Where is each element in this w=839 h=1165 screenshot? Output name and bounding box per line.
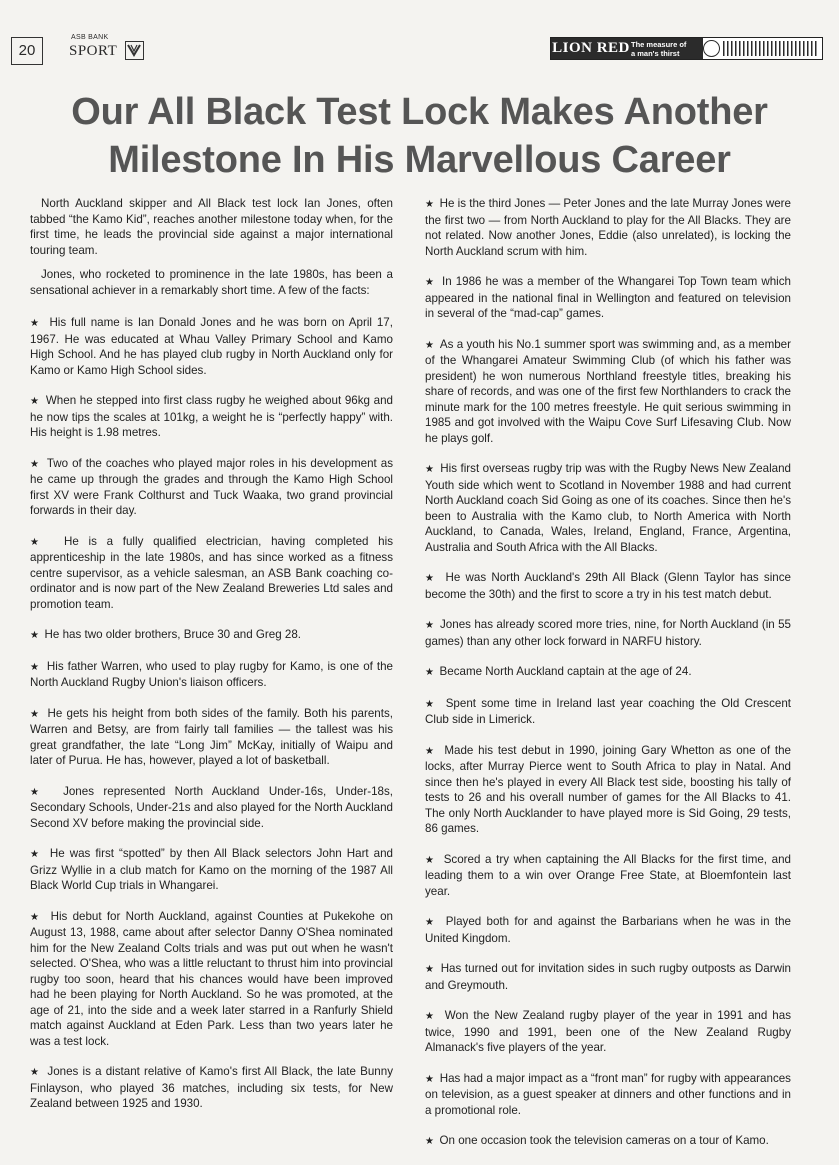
headline-line-1: Our All Black Test Lock Makes Another [71, 91, 768, 133]
fact-item: ★ Played both for and against the Barbarians when he was in the United Kingdom. [425, 914, 791, 946]
fact-item: ★ Made his test debut in 1990, joining Gary Whetton as one of the locks, after Murray Pierce went to South Africa to play in Natal. And since then he's played in every All Black test side, boosting his tally of tests to 26 and his overall number of games for the All Blacks to 41. The only North Aucklander to have played more is Sid Going, 29 tests, 86 games. [425, 743, 791, 837]
fact-item: ★ Has turned out for invitation sides in such rugby outposts as Darwin and Greymouth. [425, 961, 791, 993]
fact-item: ★ His first overseas rugby trip was with the Rugby News New Zealand Youth side which went to Scotland in November 1988 and had current North Auckland coach Sid Going as one of its coaches. Since then he's been to Australia with the Kamo club, to North America with North Auckland, to Canada, Wales, Ireland, England, France, Argentina, Australia and South Africa with the All Blacks. [425, 461, 791, 555]
fact-item: ★ Two of the coaches who played major roles in his development as he came up through the grades and through the Kamo High School first XV were Frank Colthurst and Tuck Waaka, two grand provincial forwards in their day. [30, 456, 393, 519]
sponsor-sport-label: SPORT [69, 43, 118, 59]
fact-item: ★ His debut for North Auckland, against Counties at Pukekohe on August 13, 1988, came about after selector Danny O'Shea nominated him for the New Zealand Colts trials and was put out when he wasn't selected. O'Shea, who was a little reluctant to thrust him into provincial rugby too soon, heard that his chances would have been improved had he been playing for North Auckland. So he was promoted, at the age of 21, into the side and a week later starred in a Ranfurly Shield match against Auckland at Eden Park. Less than two years later he was a test lock. [30, 909, 393, 1050]
fact-item: ★ In 1986 he was a member of the Whangarei Top Town team which appeared in the national final in Wellington and featured on television in several of the “mad-cap” games. [425, 274, 791, 322]
article-headline [0, 88, 839, 184]
fact-item: ★ He was North Auckland's 29th All Black (Glenn Taylor has since become the 30th) and the first to score a try in his test match debut. [425, 570, 791, 602]
fact-item: ★ He was first “spotted” by then All Black selectors John Hart and Grizz Wyllie in a club match for Kamo on the morning of the 1987 All Black World Cup trials in Whangarei. [30, 846, 393, 894]
ad-circle-icon [703, 40, 720, 57]
fact-item: ★ When he stepped into first class rugby he weighed about 96kg and he now tips the scales at 101kg, a weight he is “perfectly happy” with. His height is 1.98 metres. [30, 393, 393, 441]
ad-tagline-line2: a man's thirst [631, 48, 680, 58]
ad-tagline-line1: The measure of [631, 39, 687, 49]
fact-item: ★ His father Warren, who used to play rugby for Kamo, is one of the North Auckland Rugby Union's liaison officers. [30, 659, 393, 691]
fact-item: ★ Scored a try when captaining the All Blacks for the first time, and leading them to a win over Orange Free State, at Bloemfontein last year. [425, 852, 791, 900]
fact-item: ★ Jones has already scored more tries, nine, for North Auckland (in 55 games) than any other lock forward in NARFU history. [425, 617, 791, 649]
article-column-right [425, 196, 791, 1165]
page-header [11, 32, 823, 66]
fact-item: ★ Jones is a distant relative of Kamo's first All Black, the late Bunny Finlayson, who played 36 matches, including six tests, for New Zealand between 1925 and 1930. [30, 1064, 393, 1112]
ad-barcode-stripes [723, 41, 819, 56]
sponsor-bank-name: ASB BANK [71, 34, 109, 41]
intro-paragraph: Jones, who rocketed to prominence in the late 1980s, has been a sensational achiever in a remarkably short time. A few of the facts: [30, 268, 393, 297]
page-number: 20 [11, 37, 43, 65]
fact-item: ★ He is a fully qualified electrician, having completed his apprenticeship in the late 1980s, and has since worked as a fitness centre supervisor, as a vehicle salesman, an ASB Bank coaching co-ordinator and is now part of the New Zealand Breweries Ltd sales and promotion team. [30, 534, 393, 613]
fact-item: ★ Became North Auckland captain at the age of 24. [425, 664, 791, 681]
intro-paragraph: North Auckland skipper and All Black test lock Ian Jones, often tabbed “the Kamo Kid”, reaches another milestone today when, for the first time, he leads the provincial side against a major international touring team. [30, 197, 393, 257]
fact-item: ★ Has had a major impact as a “front man” for rugby with appearances on television, as a guest speaker at dinners and other functions and in a promotional role. [425, 1071, 791, 1119]
fact-item: ★ His full name is Ian Donald Jones and he was born on April 17, 1967. He was educated at Whau Valley Primary School and Kamo High School. And he has played club rugby in North Auckland only for Kamo or Kamo High School sides. [30, 315, 393, 378]
fact-item: ★ He has two older brothers, Bruce 30 and Greg 28. [30, 627, 393, 644]
lion-red-ad-banner [550, 37, 823, 60]
fact-item: ★ Spent some time in Ireland last year coaching the Old Crescent Club side in Limerick. [425, 696, 791, 728]
fact-item: ★ Won the New Zealand rugby player of the year in 1991 and has twice, 1990 and 1991, been one of the New Zealand Rugby Almanack's five players of the year. [425, 1008, 791, 1056]
fact-item: ★ As a youth his No.1 summer sport was swimming and, as a member of the Whangarei Amateur Swimming Club (of which his father was president) he won numerous Northland freestyle titles, breaking his share of records, and was one of the first few Northlanders to crack the minute mark for the 100 metres freestyle. He quit serious swimming in 1985 and got involved with the Waipu Cove Surf Lifesaving Club. Now he plays golf. [425, 337, 791, 447]
fact-item: ★ He is the third Jones — Peter Jones and the late Murray Jones were the first two — from North Auckland to play for the All Blacks. They are not related. Now another Jones, Eddie (also unrelated), is locking the North Auckland scrum with him. [425, 196, 791, 259]
sponsor-logo [69, 34, 159, 64]
ad-brand-name: LION RED [551, 38, 631, 59]
fact-item: ★ Jones represented North Auckland Under-16s, Under-18s, Secondary Schools, Under-21s and also played for the North Auckland Second XV before making the provincial side. [30, 784, 393, 832]
sponsor-emblem-icon [125, 41, 144, 60]
fact-item: ★ He gets his height from both sides of the family. Both his parents, Warren and Betsy, are from fairly tall families — the tallest was his great grandfather, the late “Long Jim” McKay, initially of Waipu and later of Purua. He has, however, played a lot of basketball. [30, 706, 393, 769]
ad-tagline [631, 38, 703, 59]
headline-line-2: Milestone In His Marvellous Career [108, 139, 731, 181]
article-column-left [30, 196, 393, 1127]
fact-item: ★ On one occasion took the television cameras on a tour of Kamo. [425, 1133, 791, 1150]
